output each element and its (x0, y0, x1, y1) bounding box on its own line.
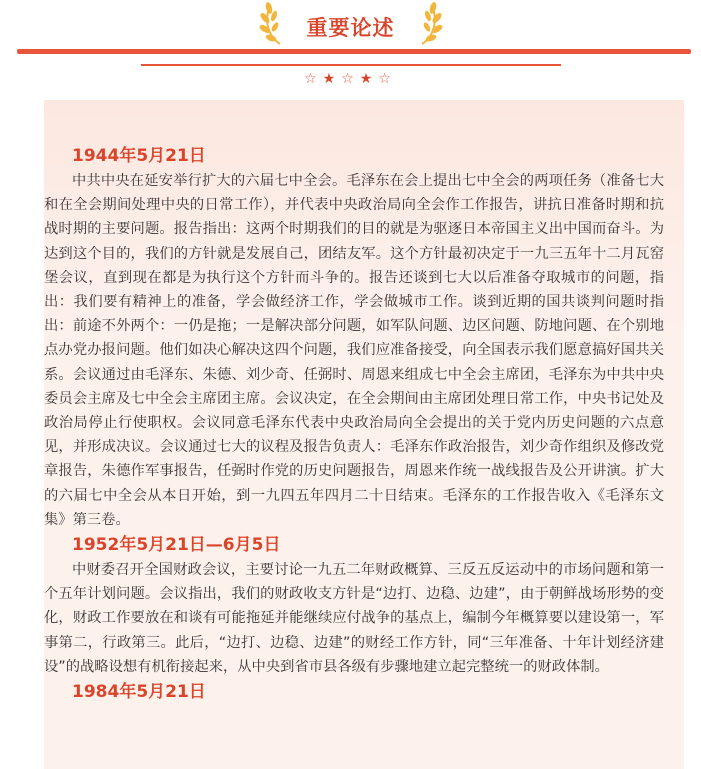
star-outline-icon: ☆ (378, 71, 397, 87)
laurel-wreath-right-icon (414, 0, 444, 46)
header-divider-thick (17, 49, 691, 54)
section-title: 重要论述 (306, 16, 395, 40)
star-rating-decoration (0, 71, 701, 87)
article-body (44, 143, 664, 705)
entry-date: 1944年5月21日 (72, 146, 206, 166)
entry (44, 532, 664, 679)
entry-text: 中财委召开全国财政会议，主要讨论一九五二年财政概算、三反五反运动中的市场问题和第一个五年计划问题。会议指出，我们的财政收支方针是“边打、边稳、边建”，由于朝鲜战场形势的变化，财政工作要放在和谈有可能拖延并能继续应付战争的基点上，编制今年概算要以建设第一，军事第二，行政第三。此后，“边打、边稳、边建”的财经工作方针，同“三年准备、十年计划经济建设”的战略设想有机衔接起来，从中央到省市县各级有步骤地建立起完整统一的财政体制。 (44, 562, 664, 675)
section-header (0, 0, 701, 100)
entry-date: 1984年5月21日 (72, 682, 206, 703)
entry (44, 679, 664, 705)
star-outline-icon: ☆ (341, 71, 360, 87)
star-filled-icon: ★ (359, 71, 379, 87)
star-filled-icon: ★ (322, 71, 342, 87)
entry (44, 143, 664, 532)
header-divider-thin (141, 64, 561, 66)
entry-date: 1952年5月21日—6月5日 (72, 535, 281, 556)
entry-text: 中共中央在延安举行扩大的六届七中全会。毛泽东在会上提出七中全会的两项任务（准备七大和在全会期间处理中央的日常工作），并代表中央政治局向全会作工作报告，讲抗日准备时期和抗战时期的主要问题。报告指出：这两个时期我们的目的就是为驱逐日本帝国主义出中国而奋斗。为达到这个目的，我们的方针就是发展自己，团结友军。这个方针最初决定于一九三五年十二月瓦窑堡会议，直到现在都是为执行这个方针而斗争的。报告还谈到七大以后准备夺取城市的问题，指出：我们要有精神上的准备，学会做经济工作，学会做城市工作。谈到近期的国共谈判问题时指出：前途不外两个：一仍是拖；一是解决部分问题，如军队问题、边区问题、防地问题、在个别地点办党办报问题。他们如决心解决这四个问题，我们应准备接受，向全国表示我们愿意搞好国共关系。会议通过由毛泽东、朱德、刘少奇、任弼时、周恩来组成七中全会主席团，毛泽东为中共中央委员会主席及七中全会主席团主席。会议决定，在全会期间由主席团处理日常工作，中央书记处及政治局停止行使职权。会议同意毛泽东代表中央政治局向全会提出的关于党内历史问题的六点意见，并形成决议。会议通过七大的议程及报告负责人：毛泽东作政治报告，刘少奇作组织及修改党章报告，朱德作军事报告，任弼时作党的历史问题报告，周恩来作统一战线报告及公开讲演。扩大的六届七中全会从本日开始，到一九四五年四月二十日结束。毛泽东的工作报告收入《毛泽东文集》第三卷。 (44, 173, 664, 528)
star-outline-icon: ☆ (304, 71, 323, 87)
